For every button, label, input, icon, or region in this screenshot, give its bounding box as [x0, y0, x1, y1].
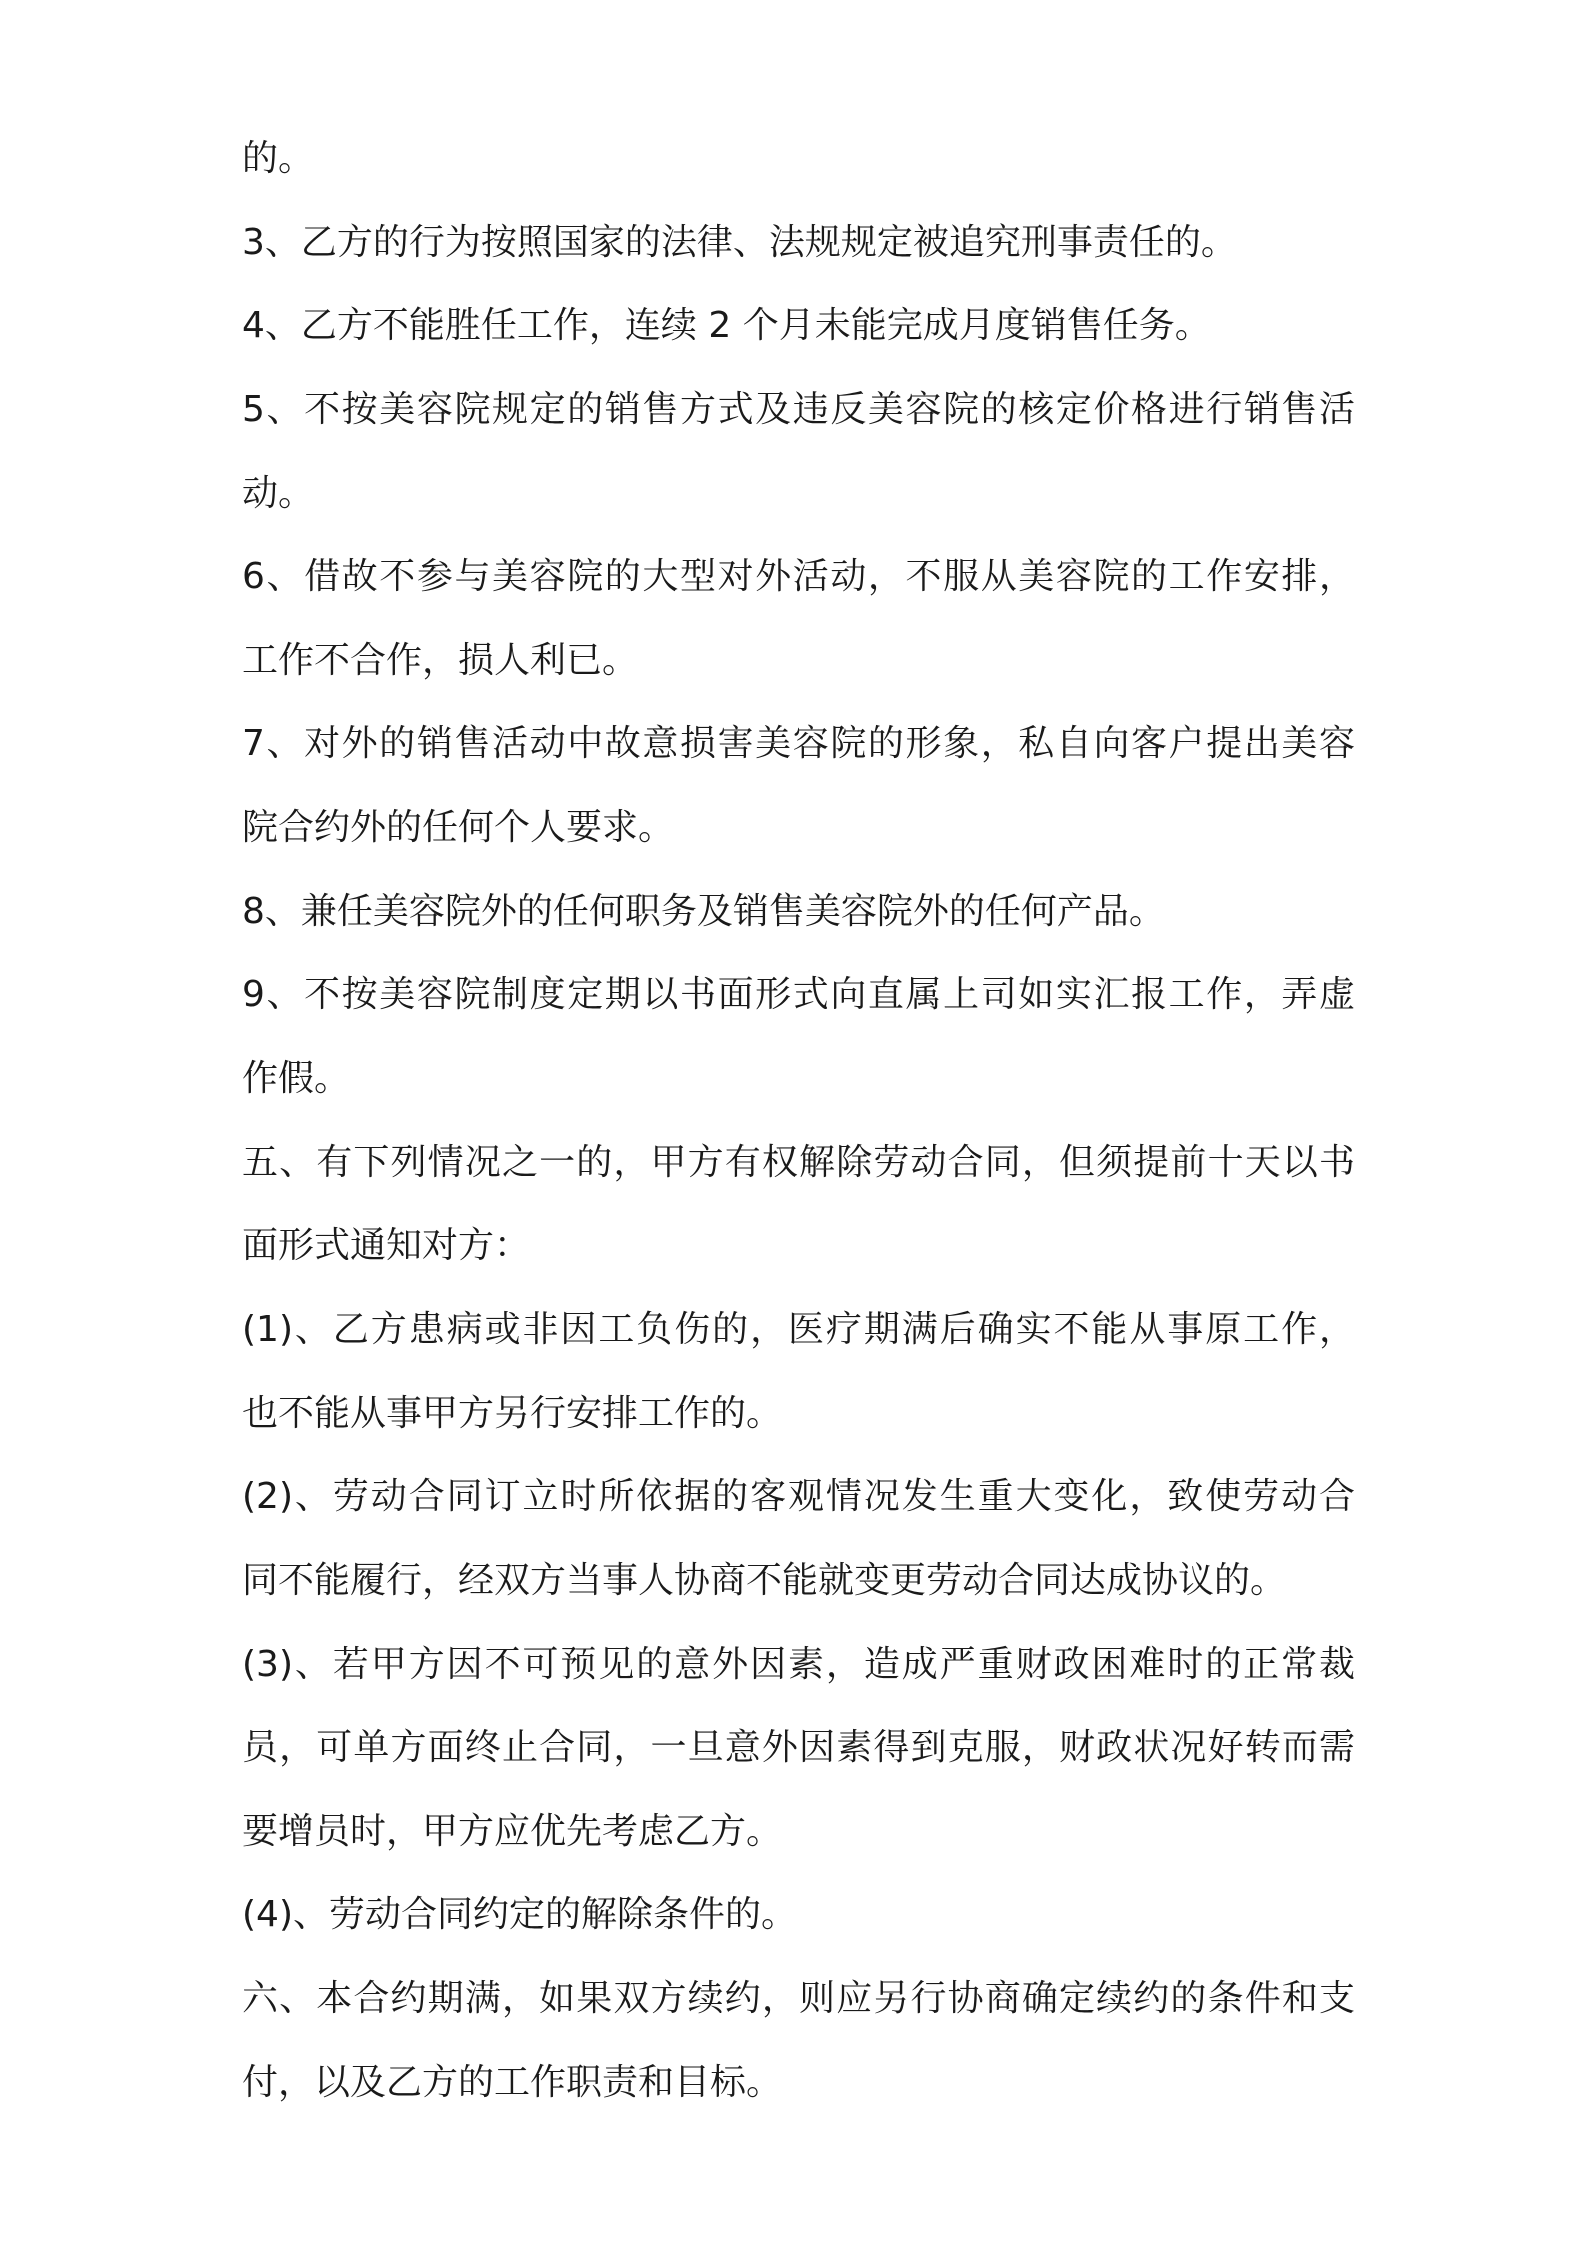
text-line: 8、兼任美容院外的任何职务及销售美容院外的任何产品。 — [242, 890, 1165, 932]
text-line: 4、乙方不能胜任工作，连续 2 个月未能完成月度销售任务。 — [242, 305, 1211, 347]
text-line: 同不能履行，经双方当事人协商不能就变更劳动合同达成协议的。 — [242, 1559, 1287, 1601]
text-line: 工作不合作，损人利已。 — [242, 639, 639, 681]
text-line: 9、不按美容院制度定期以书面形式向直属上司如实汇报工作，弄虚 — [242, 974, 1355, 1016]
text-line: 付，以及乙方的工作职责和目标。 — [242, 2061, 783, 2103]
text-line: 也不能从事甲方另行安排工作的。 — [242, 1392, 783, 1434]
document-body — [242, 117, 1355, 2124]
text-line: 5、不按美容院规定的销售方式及违反美容院的核定价格进行销售活 — [242, 388, 1355, 430]
text-line: 6、借故不参与美容院的大型对外活动，不服从美容院的工作安排， — [242, 556, 1355, 598]
text-line: 五、有下列情况之一的，甲方有权解除劳动合同，但须提前十天以书 — [242, 1141, 1355, 1183]
text-line: 员，可单方面终止合同，一旦意外因素得到克服，财政状况好转而需 — [242, 1727, 1355, 1769]
text-line: 的。 — [242, 138, 315, 179]
text-line: 3、乙方的行为按照国家的法律、法规规定被追究刑事责任的。 — [242, 221, 1237, 263]
text-line: 六、本合约期满，如果双方续约，则应另行协商确定续约的条件和支 — [242, 1978, 1355, 2020]
text-line: 面形式通知对方： — [242, 1225, 531, 1267]
text-line: 作假。 — [242, 1058, 351, 1100]
text-line: 动。 — [242, 472, 315, 514]
text-line: 7、对外的销售活动中故意损害美容院的形象，私自向客户提出美容 — [242, 723, 1355, 765]
text-line: 要增员时，甲方应优先考虑乙方。 — [242, 1810, 783, 1852]
text-line: (3)、若甲方因不可预见的意外因素，造成严重财政困难时的正常裁 — [242, 1643, 1355, 1685]
text-line: 院合约外的任何个人要求。 — [242, 807, 675, 849]
text-line: (2)、劳动合同订立时所依据的客观情况发生重大变化，致使劳动合 — [242, 1476, 1355, 1518]
text-line: (1)、乙方患病或非因工负伤的，医疗期满后确实不能从事原工作， — [242, 1308, 1355, 1350]
text-line: (4)、劳动合同约定的解除条件的。 — [242, 1894, 797, 1936]
